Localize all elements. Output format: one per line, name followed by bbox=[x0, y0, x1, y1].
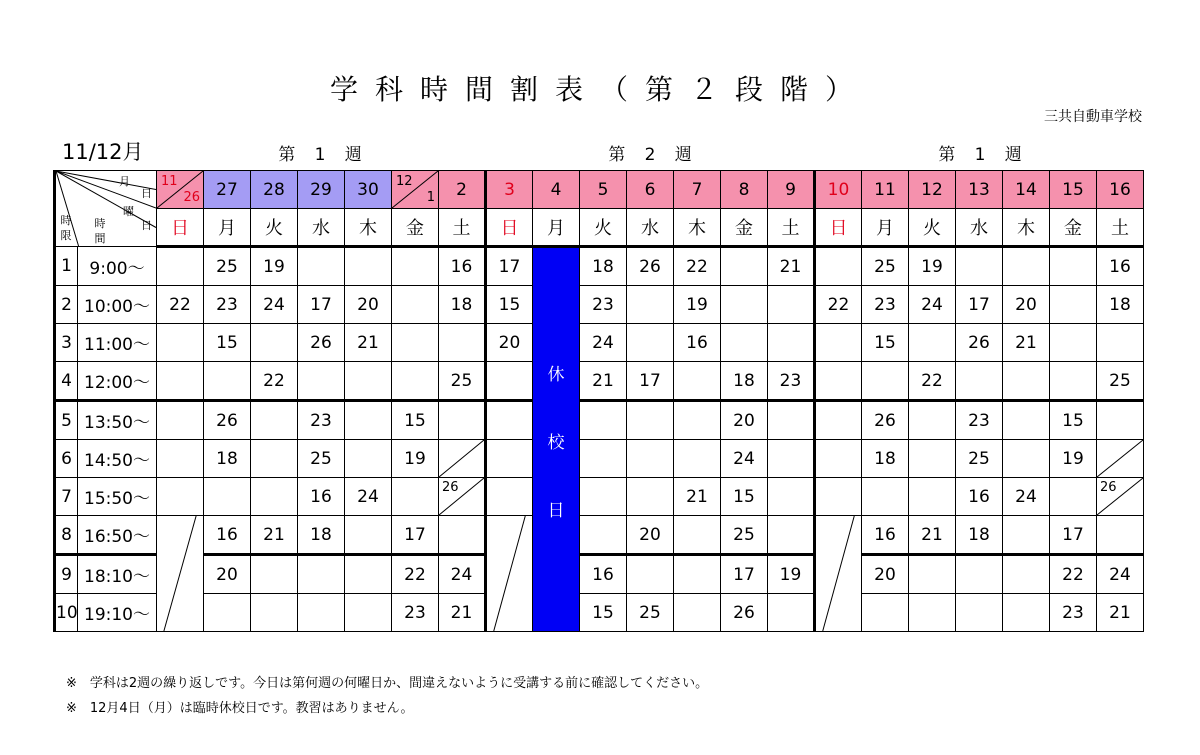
lesson-cell: 24 bbox=[1003, 478, 1050, 516]
lesson-cell: 26 bbox=[627, 247, 674, 286]
lesson-cell bbox=[1050, 247, 1097, 286]
lesson-cell: 18 bbox=[956, 516, 1003, 555]
lesson-cell: 18 bbox=[298, 516, 345, 555]
weekday-cell: 日 bbox=[157, 209, 204, 247]
lesson-cell bbox=[392, 286, 439, 324]
lesson-cell: 20 bbox=[204, 555, 251, 594]
lesson-cell: 17 bbox=[721, 555, 768, 594]
lesson-cell: 15 bbox=[862, 324, 909, 362]
holiday-column bbox=[533, 247, 580, 632]
lesson-cell: 15 bbox=[392, 401, 439, 440]
corner-day-label: 日 bbox=[141, 187, 152, 200]
lesson-cell bbox=[627, 401, 674, 440]
lesson-cell bbox=[1050, 286, 1097, 324]
lesson-cell: 18 bbox=[439, 286, 486, 324]
table-row bbox=[55, 324, 1144, 362]
lesson-cell: 25 bbox=[298, 440, 345, 478]
lesson-cell: 20 bbox=[862, 555, 909, 594]
corner-weekday-day-label: 日 bbox=[141, 219, 152, 232]
lesson-cell bbox=[298, 247, 345, 286]
lesson-cell: 26 bbox=[298, 324, 345, 362]
table-row bbox=[55, 401, 1144, 440]
lesson-cell bbox=[768, 440, 815, 478]
lesson-cell: 16 bbox=[439, 247, 486, 286]
date-cell: 7 bbox=[674, 171, 721, 209]
lesson-cell bbox=[298, 594, 345, 632]
lesson-cell bbox=[251, 440, 298, 478]
lesson-cell: 23 bbox=[768, 362, 815, 401]
period-time: 11:00～ bbox=[78, 324, 157, 362]
lesson-cell bbox=[627, 286, 674, 324]
lesson-cell: 22 bbox=[674, 247, 721, 286]
lesson-cell bbox=[909, 324, 956, 362]
lesson-cell: 24 bbox=[439, 555, 486, 594]
lesson-cell: 22 bbox=[251, 362, 298, 401]
lesson-cell bbox=[768, 286, 815, 324]
lesson-cell bbox=[627, 324, 674, 362]
period-time: 15:50～ bbox=[78, 478, 157, 516]
lesson-cell: 15 bbox=[204, 324, 251, 362]
lesson-cell: 26 bbox=[204, 401, 251, 440]
period-number: 3 bbox=[55, 324, 78, 362]
date-cell: 6 bbox=[627, 171, 674, 209]
lesson-cell bbox=[580, 516, 627, 555]
date-cell: 14 bbox=[1003, 171, 1050, 209]
lesson-cell bbox=[1003, 362, 1050, 401]
lesson-cell bbox=[157, 478, 204, 516]
period-time: 14:50～ bbox=[78, 440, 157, 478]
lesson-cell bbox=[157, 440, 204, 478]
evening-closed-cell bbox=[157, 516, 204, 632]
lesson-cell: 17 bbox=[392, 516, 439, 555]
lesson-cell bbox=[439, 516, 486, 555]
lesson-cell: 25 bbox=[204, 247, 251, 286]
date-cell: 16 bbox=[1097, 171, 1144, 209]
date-cell: 13 bbox=[956, 171, 1003, 209]
lesson-cell bbox=[1097, 324, 1144, 362]
lesson-cell bbox=[157, 362, 204, 401]
weekday-header-row bbox=[55, 209, 1144, 247]
lesson-cell: 26 bbox=[862, 401, 909, 440]
weekday-cell: 日 bbox=[815, 209, 862, 247]
lesson-cell: 16 bbox=[298, 478, 345, 516]
lesson-cell bbox=[392, 362, 439, 401]
lesson-cell bbox=[1050, 478, 1097, 516]
period-time: 12:00～ bbox=[78, 362, 157, 401]
weekday-cell: 日 bbox=[486, 209, 533, 247]
date-cell: 12 bbox=[909, 171, 956, 209]
lesson-cell bbox=[862, 594, 909, 632]
period-time: 18:10～ bbox=[78, 555, 157, 594]
lesson-cell: 15 bbox=[580, 594, 627, 632]
lesson-cell: 19 bbox=[674, 286, 721, 324]
date-cell: 27 bbox=[204, 171, 251, 209]
lesson-cell: 20 bbox=[486, 324, 533, 362]
period-time: 10:00～ bbox=[78, 286, 157, 324]
lesson-cell bbox=[486, 440, 533, 478]
date-cell: 5 bbox=[580, 171, 627, 209]
lesson-cell bbox=[345, 247, 392, 286]
lesson-cell: 19 bbox=[392, 440, 439, 478]
lesson-cell bbox=[674, 516, 721, 555]
lesson-cell bbox=[345, 594, 392, 632]
diagonal-line bbox=[816, 516, 861, 631]
lesson-cell: 25 bbox=[1097, 362, 1144, 401]
evening-closed-cell bbox=[815, 516, 862, 632]
date-day: 1 bbox=[426, 190, 435, 205]
weekday-cell: 水 bbox=[956, 209, 1003, 247]
lesson-cell: 21 bbox=[345, 324, 392, 362]
lesson-cell: 18 bbox=[721, 362, 768, 401]
lesson-cell bbox=[956, 362, 1003, 401]
lesson-cell bbox=[721, 247, 768, 286]
week-label-2: 第 2 週 bbox=[608, 145, 692, 165]
lesson-cell bbox=[627, 555, 674, 594]
lesson-cell: 22 bbox=[157, 286, 204, 324]
date-cell: 30 bbox=[345, 171, 392, 209]
timetable bbox=[53, 170, 1144, 632]
period-time: 19:10～ bbox=[78, 594, 157, 632]
lesson-cell bbox=[1097, 478, 1144, 516]
period-number: 1 bbox=[55, 247, 78, 286]
period-number: 4 bbox=[55, 362, 78, 401]
lesson-cell bbox=[580, 478, 627, 516]
lesson-cell bbox=[721, 324, 768, 362]
lesson-cell bbox=[1097, 516, 1144, 555]
lesson-cell bbox=[909, 478, 956, 516]
lesson-cell: 15 bbox=[721, 478, 768, 516]
table-row bbox=[55, 286, 1144, 324]
lesson-cell: 20 bbox=[345, 286, 392, 324]
lesson-cell bbox=[345, 362, 392, 401]
lesson-cell: 23 bbox=[956, 401, 1003, 440]
lesson-cell bbox=[909, 555, 956, 594]
weekday-cell: 水 bbox=[627, 209, 674, 247]
evening-closed-cell bbox=[486, 516, 533, 632]
lesson-cell: 23 bbox=[1050, 594, 1097, 632]
lesson-cell bbox=[439, 401, 486, 440]
weekday-cell: 月 bbox=[204, 209, 251, 247]
lesson-cell: 22 bbox=[815, 286, 862, 324]
lesson-cell bbox=[862, 362, 909, 401]
period-time: 9:00～ bbox=[78, 247, 157, 286]
weekday-cell: 金 bbox=[1050, 209, 1097, 247]
lesson-cell bbox=[345, 440, 392, 478]
lesson-cell: 22 bbox=[392, 555, 439, 594]
lesson-cell bbox=[392, 324, 439, 362]
lesson-cell bbox=[345, 516, 392, 555]
date-cell: 29 bbox=[298, 171, 345, 209]
lesson-cell: 24 bbox=[251, 286, 298, 324]
date-cell bbox=[157, 171, 204, 209]
period-number: 10 bbox=[55, 594, 78, 632]
date-header-row bbox=[55, 171, 1144, 209]
period-number: 5 bbox=[55, 401, 78, 440]
lesson-cell bbox=[815, 478, 862, 516]
lesson-cell: 17 bbox=[627, 362, 674, 401]
date-day: 26 bbox=[183, 190, 200, 205]
holiday-char: 校 bbox=[547, 433, 565, 453]
lesson-cell: 25 bbox=[862, 247, 909, 286]
lesson-cell bbox=[486, 401, 533, 440]
corner-time-label: 時間 bbox=[94, 217, 106, 245]
weekday-cell: 木 bbox=[674, 209, 721, 247]
lesson-cell: 20 bbox=[1003, 286, 1050, 324]
date-cell: 28 bbox=[251, 171, 298, 209]
lesson-cell bbox=[251, 324, 298, 362]
date-cell: 10 bbox=[815, 171, 862, 209]
lesson-cell bbox=[674, 555, 721, 594]
diagonal-line bbox=[439, 440, 484, 477]
weekday-cell: 木 bbox=[345, 209, 392, 247]
lesson-cell bbox=[674, 594, 721, 632]
lesson-cell: 17 bbox=[486, 247, 533, 286]
lesson-cell bbox=[486, 478, 533, 516]
table-row bbox=[55, 516, 1144, 555]
diagonal-line bbox=[157, 516, 203, 631]
lesson-cell: 18 bbox=[1097, 286, 1144, 324]
note-repeat: ※ 学科は2週の繰り返しです。今日は第何週の何曜日か、間違えないように受講する前に確認してください。 bbox=[66, 676, 709, 691]
lesson-cell bbox=[909, 594, 956, 632]
lesson-cell bbox=[439, 440, 486, 478]
lesson-cell: 23 bbox=[580, 286, 627, 324]
lesson-cell: 15 bbox=[486, 286, 533, 324]
lesson-cell bbox=[439, 324, 486, 362]
lesson-cell bbox=[392, 247, 439, 286]
lesson-cell: 18 bbox=[204, 440, 251, 478]
school-name: 三共自動車学校 bbox=[1044, 109, 1142, 125]
weekday-cell: 土 bbox=[768, 209, 815, 247]
week-label-1: 第 1 週 bbox=[278, 145, 362, 165]
lesson-cell bbox=[909, 401, 956, 440]
lesson-cell: 24 bbox=[909, 286, 956, 324]
lesson-cell: 23 bbox=[298, 401, 345, 440]
lesson-cell: 22 bbox=[909, 362, 956, 401]
corner-month-label: 月 bbox=[119, 175, 130, 188]
diagonal-line bbox=[1097, 440, 1143, 477]
lesson-cell bbox=[392, 478, 439, 516]
lesson-cell: 16 bbox=[580, 555, 627, 594]
lesson-cell bbox=[157, 324, 204, 362]
lesson-cell bbox=[251, 555, 298, 594]
date-cell bbox=[392, 171, 439, 209]
lesson-cell bbox=[815, 362, 862, 401]
lesson-cell bbox=[909, 440, 956, 478]
period-number: 7 bbox=[55, 478, 78, 516]
date-cell: 2 bbox=[439, 171, 486, 209]
month-label: 11/12月 bbox=[62, 140, 144, 164]
lesson-cell bbox=[627, 478, 674, 516]
lesson-cell: 21 bbox=[251, 516, 298, 555]
weekday-cell: 土 bbox=[439, 209, 486, 247]
lesson-cell: 25 bbox=[439, 362, 486, 401]
weekday-cell: 月 bbox=[533, 209, 580, 247]
lesson-cell bbox=[815, 440, 862, 478]
lesson-cell: 19 bbox=[251, 247, 298, 286]
lesson-cell bbox=[486, 362, 533, 401]
lesson-cell: 19 bbox=[909, 247, 956, 286]
corner-header-cell bbox=[55, 171, 157, 247]
lesson-cell bbox=[345, 555, 392, 594]
lesson-cell bbox=[580, 401, 627, 440]
lesson-cell bbox=[1050, 324, 1097, 362]
lesson-cell: 24 bbox=[1097, 555, 1144, 594]
lesson-cell bbox=[1003, 247, 1050, 286]
lesson-cell: 16 bbox=[956, 478, 1003, 516]
lesson-cell: 23 bbox=[204, 286, 251, 324]
date-cell: 11 bbox=[862, 171, 909, 209]
lesson-cell bbox=[204, 362, 251, 401]
table-row bbox=[55, 362, 1144, 401]
table-row bbox=[55, 594, 1144, 632]
lesson-cell bbox=[439, 478, 486, 516]
lesson-cell bbox=[204, 478, 251, 516]
lesson-cell bbox=[768, 516, 815, 555]
lesson-cell bbox=[1050, 362, 1097, 401]
lesson-cell bbox=[815, 324, 862, 362]
date-cell: 4 bbox=[533, 171, 580, 209]
table-row bbox=[55, 440, 1144, 478]
date-cell: 9 bbox=[768, 171, 815, 209]
lesson-cell bbox=[862, 478, 909, 516]
lesson-cell bbox=[1003, 516, 1050, 555]
lesson-cell bbox=[1003, 440, 1050, 478]
lesson-cell: 21 bbox=[674, 478, 721, 516]
lesson-cell bbox=[1097, 401, 1144, 440]
weekday-cell: 金 bbox=[721, 209, 768, 247]
table-row bbox=[55, 478, 1144, 516]
table-row bbox=[55, 555, 1144, 594]
weekday-cell: 木 bbox=[1003, 209, 1050, 247]
lesson-cell: 17 bbox=[956, 286, 1003, 324]
date-month: 12 bbox=[396, 174, 413, 189]
lesson-cell bbox=[1003, 594, 1050, 632]
lesson-cell bbox=[815, 401, 862, 440]
lesson-cell: 22 bbox=[1050, 555, 1097, 594]
period-number: 8 bbox=[55, 516, 78, 555]
lesson-cell bbox=[956, 247, 1003, 286]
lesson-cell bbox=[674, 440, 721, 478]
weekday-cell: 火 bbox=[251, 209, 298, 247]
page-title: 学科時間割表（第２段階） bbox=[329, 73, 870, 106]
lesson-cell: 26 bbox=[721, 594, 768, 632]
lesson-cell: 16 bbox=[1097, 247, 1144, 286]
lesson-cell: 17 bbox=[1050, 516, 1097, 555]
lesson-cell bbox=[345, 401, 392, 440]
lesson-cell: 16 bbox=[674, 324, 721, 362]
lesson-cell: 17 bbox=[298, 286, 345, 324]
weekday-cell: 土 bbox=[1097, 209, 1144, 247]
date-cell: 3 bbox=[486, 171, 533, 209]
lesson-cell bbox=[580, 440, 627, 478]
lesson-cell bbox=[251, 478, 298, 516]
holiday-char: 休 bbox=[547, 365, 565, 385]
lesson-cell: 20 bbox=[721, 401, 768, 440]
date-cell: 8 bbox=[721, 171, 768, 209]
period-time: 16:50～ bbox=[78, 516, 157, 555]
lesson-cell: 21 bbox=[1097, 594, 1144, 632]
lesson-cell bbox=[674, 401, 721, 440]
lesson-cell: 24 bbox=[345, 478, 392, 516]
corner-period-label: 時限 bbox=[60, 214, 72, 242]
lesson-cell: 25 bbox=[721, 516, 768, 555]
lesson-cell bbox=[956, 555, 1003, 594]
lesson-cell: 25 bbox=[627, 594, 674, 632]
lesson-cell: 15 bbox=[1050, 401, 1097, 440]
date-cell: 15 bbox=[1050, 171, 1097, 209]
lesson-cell: 26 bbox=[956, 324, 1003, 362]
lesson-cell: 19 bbox=[768, 555, 815, 594]
weekday-cell: 火 bbox=[909, 209, 956, 247]
lesson-cell: 18 bbox=[580, 247, 627, 286]
lesson-cell bbox=[815, 247, 862, 286]
lesson-cell: 21 bbox=[1003, 324, 1050, 362]
lesson-cell: 20 bbox=[627, 516, 674, 555]
lesson-cell: 19 bbox=[1050, 440, 1097, 478]
period-number: 9 bbox=[55, 555, 78, 594]
week-label-3: 第 1 週 bbox=[938, 145, 1022, 165]
lesson-cell bbox=[298, 362, 345, 401]
period-time: 13:50～ bbox=[78, 401, 157, 440]
lesson-cell bbox=[721, 286, 768, 324]
date-month: 11 bbox=[161, 174, 178, 189]
lesson-cell: 21 bbox=[909, 516, 956, 555]
lesson-cell bbox=[204, 594, 251, 632]
period-number: 6 bbox=[55, 440, 78, 478]
lesson-cell: 21 bbox=[580, 362, 627, 401]
table-row bbox=[55, 247, 1144, 286]
slash-cell-label: 26 bbox=[442, 480, 459, 495]
lesson-cell: 23 bbox=[862, 286, 909, 324]
lesson-cell bbox=[1097, 440, 1144, 478]
lesson-cell bbox=[768, 324, 815, 362]
lesson-cell: 23 bbox=[392, 594, 439, 632]
lesson-cell: 24 bbox=[580, 324, 627, 362]
corner-weekday-label: 曜 bbox=[123, 205, 134, 218]
lesson-cell bbox=[768, 594, 815, 632]
lesson-cell bbox=[956, 594, 1003, 632]
lesson-cell bbox=[1003, 555, 1050, 594]
lesson-cell: 24 bbox=[721, 440, 768, 478]
lesson-cell: 16 bbox=[862, 516, 909, 555]
lesson-cell bbox=[298, 555, 345, 594]
weekday-cell: 火 bbox=[580, 209, 627, 247]
lesson-cell bbox=[674, 362, 721, 401]
diagonal-line bbox=[487, 516, 532, 631]
lesson-cell: 18 bbox=[862, 440, 909, 478]
lesson-cell: 16 bbox=[204, 516, 251, 555]
lesson-cell: 25 bbox=[956, 440, 1003, 478]
lesson-cell bbox=[157, 401, 204, 440]
holiday-char: 日 bbox=[547, 501, 565, 521]
lesson-cell bbox=[157, 247, 204, 286]
lesson-cell: 21 bbox=[768, 247, 815, 286]
slash-cell-label: 26 bbox=[1100, 480, 1117, 495]
weekday-cell: 水 bbox=[298, 209, 345, 247]
lesson-cell bbox=[768, 478, 815, 516]
lesson-cell bbox=[251, 401, 298, 440]
lesson-cell bbox=[627, 440, 674, 478]
period-number: 2 bbox=[55, 286, 78, 324]
weekday-cell: 金 bbox=[392, 209, 439, 247]
lesson-cell: 21 bbox=[439, 594, 486, 632]
lesson-cell bbox=[251, 594, 298, 632]
note-holiday: ※ 12月4日（月）は臨時休校日です。教習はありません。 bbox=[66, 701, 414, 716]
lesson-cell bbox=[768, 401, 815, 440]
lesson-cell bbox=[1003, 401, 1050, 440]
weekday-cell: 月 bbox=[862, 209, 909, 247]
